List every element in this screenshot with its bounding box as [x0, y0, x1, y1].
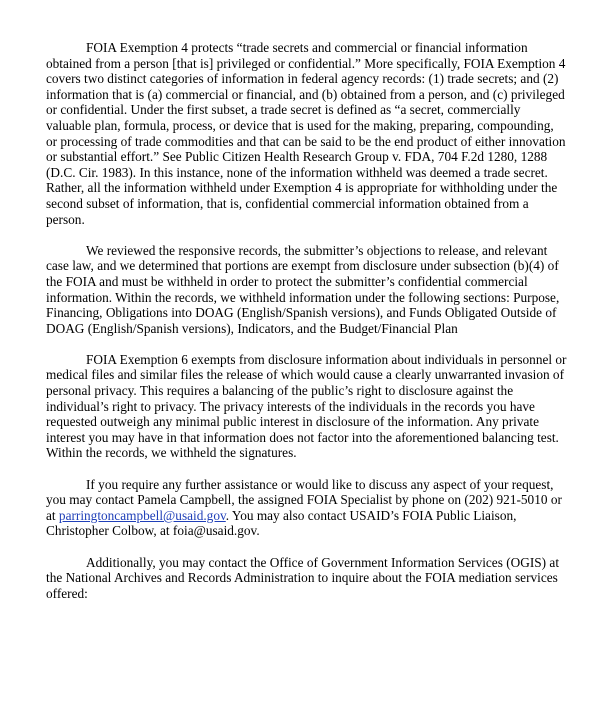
- paragraph-contact: [46, 477, 567, 539]
- paragraph-exemption-6: FOIA Exemption 6 exempts from disclosure information about individuals in personnel or medical files and similar files the release of which would cause a clearly unwarranted invasion of personal privacy. This requires a balancing of the public’s right to disclosure against the individual’s right to privacy. The privacy interests of the individuals in the records you have requested outweigh any minimal public interest in disclosure of the information. Any private interest you may have in that information does not factor into the aforementioned balancing test. Within the records, we withheld the signatures.: [46, 351, 567, 461]
- contact-text-before: If you require any further assistance or would like to discuss any aspect of your request, you may contact Pamela Campbell, the assigned FOIA Specialist by phone on (202) 921-5010 or at: [46, 476, 562, 523]
- paragraph-ogis: Additionally, you may contact the Office of Government Information Services (OGIS) at the National Archives and Records Administration to inquire about the FOIA mediation services offered:: [46, 554, 560, 601]
- foia-specialist-email-link[interactable]: parringtoncampbell@usaid.gov: [58, 507, 226, 523]
- letter-body: [46, 40, 567, 617]
- contact-text-after: . You may also contact USAID’s FOIA Public Liaison, Christopher Colbow, at foia@usaid.gov.: [46, 507, 517, 539]
- paragraph-exemption-4: FOIA Exemption 4 protects “trade secrets and commercial or financial information obtained from a person [that is] privileged or confidential.” More specifically, FOIA Exemption 4 covers two distinct categories of information in federal agency records: (1) trade secrets; and (2) information that is (a) commercial or financial, and (b) obtained from a person, and (c) privileged or confidential. Under the first subset, a trade secret is defined as “a secret, commercially valuable plan, formula, process, or device that is used for the making, preparing, compounding, or processing of trade commodities and that can be said to be the end product of either innovation or substantial effort.” See Public Citizen Health Research Group v. FDA, 704 F.2d 1280, 1288 (D.C. Cir. 1983). In this instance, none of the information withheld was deemed a trade secret. Rather, all the information withheld under Exemption 4 is appropriate for withholding under the second subset of information, that is, confidential commercial information obtained from a person.: [46, 40, 566, 227]
- paragraph-records-review: We reviewed the responsive records, the submitter’s objections to release, and relevant case law, and we determined that portions are exempt from disclosure under subsection (b)(4) of the FOIA and must be withheld in order to protect the submitter’s confidential commercial information. Within the records, we withheld information under the following sections: Purpose, Financing, Obligations into DOAG (English/Spanish versions), and Funds Obligated Outside of DOAG (English/Spanish versions), Indicators, and the Budget/Financial Plan: [46, 242, 560, 336]
